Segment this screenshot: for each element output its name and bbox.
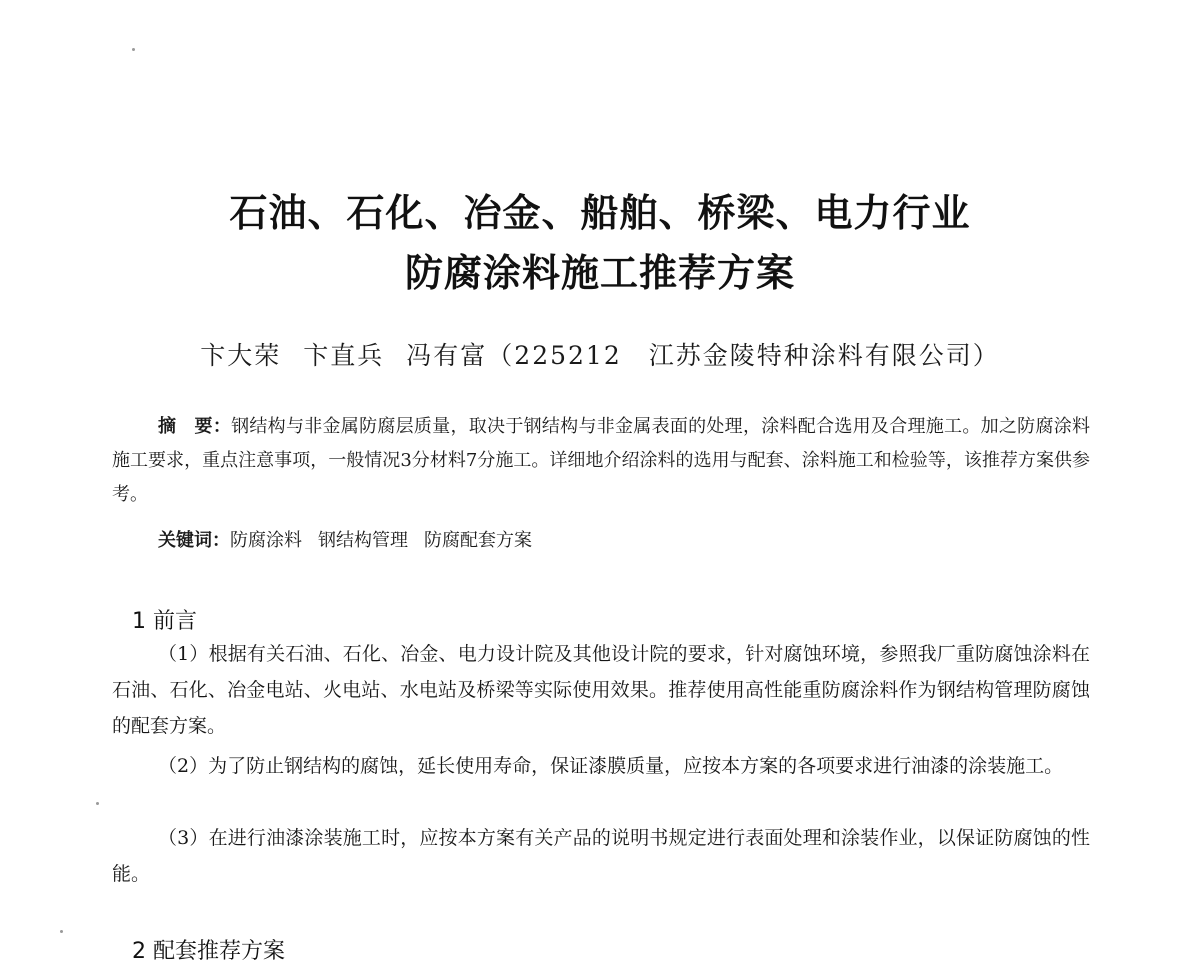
abstract-text: 钢结构与非金属防腐层质量，取决于钢结构与非金属表面的处理，涂料配合选用及合理施工。加之防腐涂料施工要求，重点注意事项，一般情况3分材料7分施工。详细地介绍涂料的选用与配套、涂料施工和检验等，该推荐方案供参考。 bbox=[112, 416, 1090, 505]
paragraph-3: （3）在进行油漆涂装施工时，应按本方案有关产品的说明书规定进行表面处理和涂装作业，以保证防腐蚀的性能。 bbox=[112, 827, 1090, 885]
paper-title-line-2: 防腐涂料施工推荐方案 bbox=[404, 250, 795, 295]
paragraph-2: （2）为了防止钢结构的腐蚀，延长使用寿命，保证漆膜质量，应按本方案的各项要求进行油漆的涂装施工。 bbox=[158, 755, 1064, 777]
author-line bbox=[0, 336, 1200, 372]
keyword: 钢结构管理 bbox=[318, 530, 408, 551]
paper-title-line-1: 石油、石化、冶金、船舶、桥梁、电力行业 bbox=[229, 190, 971, 235]
keyword: 防腐涂料 bbox=[230, 530, 302, 551]
author-name: 冯有富 bbox=[406, 341, 488, 370]
keyword: 防腐配套方案 bbox=[424, 530, 532, 551]
author-name: 卞大荣 bbox=[200, 341, 282, 370]
keywords bbox=[112, 524, 1090, 558]
scan-speck bbox=[132, 48, 135, 51]
abstract-label: 摘 要： bbox=[158, 416, 232, 437]
scan-speck bbox=[60, 930, 63, 933]
keywords-label: 关键词： bbox=[158, 530, 230, 551]
abstract bbox=[112, 410, 1090, 512]
paragraph-1: （1）根据有关石油、石化、冶金、电力设计院及其他设计院的要求，针对腐蚀环境，参照我厂重防腐蚀涂料在石油、石化、冶金电站、火电站、水电站及桥梁等实际使用效果。推荐使用高性能重防腐涂料作为钢结构管理防腐蚀的配套方案。 bbox=[112, 643, 1090, 737]
scan-speck bbox=[96, 802, 99, 805]
author-name: 卞直兵 bbox=[303, 341, 385, 370]
section-heading-intro: 1 前言 bbox=[132, 609, 197, 634]
author-affiliation: （225212 江苏金陵特种涂料有限公司） bbox=[487, 341, 1000, 370]
section-heading-scheme: 2 配套推荐方案 bbox=[132, 939, 285, 964]
